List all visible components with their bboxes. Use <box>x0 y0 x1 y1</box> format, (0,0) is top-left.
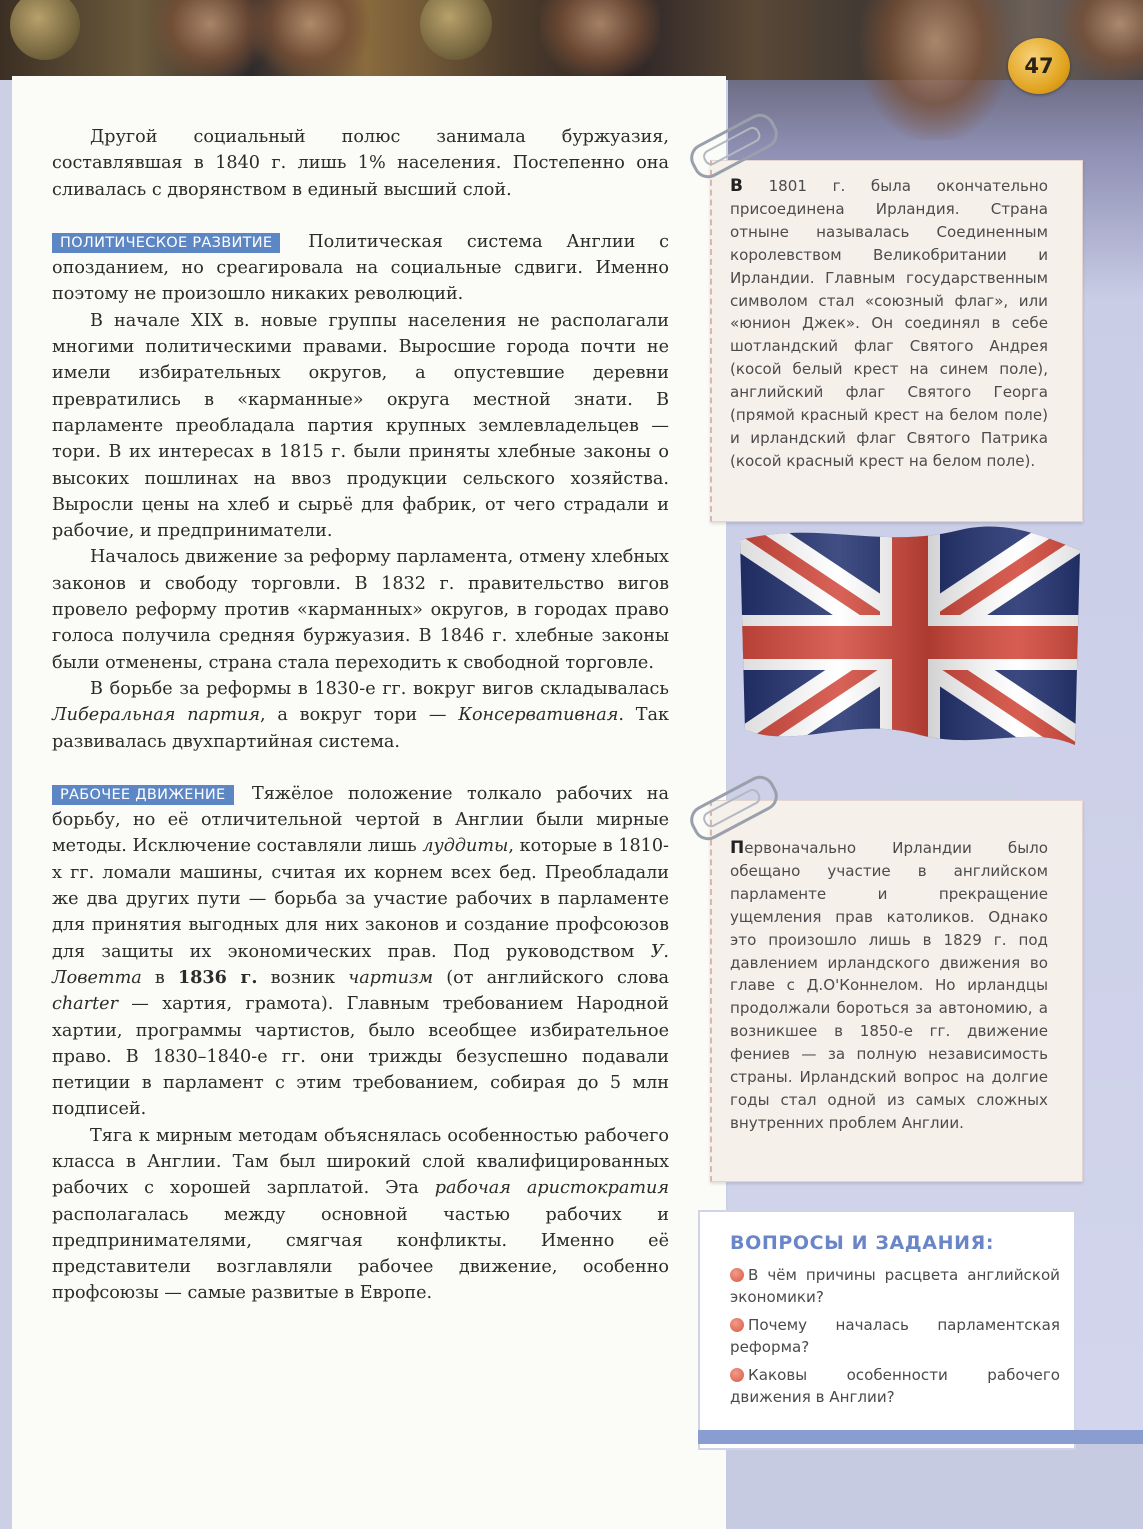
portrait-image <box>1060 0 1143 80</box>
question-item: Почему началась парламентская реформа? <box>730 1316 1060 1356</box>
paragraph: В борьбе за реформы в 1830-е гг. вокруг вигов складывалась Либеральная партия, а вокруг тори — Консервативная. Так развивалась двухпартийная система. <box>52 678 670 752</box>
term-lovett: У. Ловетта <box>52 941 669 988</box>
term-chartism: чартизм <box>348 967 434 988</box>
question-item: В чём причины расцвета английской экономики? <box>730 1266 1060 1306</box>
portrait-image <box>860 0 1010 140</box>
questions-list <box>730 1264 1060 1414</box>
sidebar-card-ireland-union <box>710 160 1083 522</box>
card-text: Первоначально Ирландии было обещано участие в английском парламенте и прекращение ущемления прав католиков. Однако это произошло лишь в 1829 г. под давлением ирландского движения во главе с Д.О'Коннелом. Но ирландцы продолжали бороться за автономию, а возникшее в 1850-е гг. движение фениев — за полную независимость страны. Ирландский вопрос на долгие годы стал одной из самых сложных внутренних проблем Англии. <box>730 838 1048 1132</box>
portrait-image <box>250 0 370 80</box>
section-label-labor: РАБОЧЕЕ ДВИЖЕНИЕ <box>52 785 234 805</box>
paragraph: ПОЛИТИЧЕСКОЕ РАЗВИТИЕ Политическая система Англии с опозданием, но среагировала на социальные сдвиги. Именно поэтому не произошло никаких революций. <box>52 231 669 305</box>
right-bottom-background <box>700 1440 1143 1529</box>
question-bullet-icon <box>730 1368 744 1382</box>
top-portrait-strip <box>0 0 1143 80</box>
card-text: В 1801 г. была окончательно присоединена Ирландия. Страна отныне называлась Соединенным королевством Великобритании и Ирландии. Главным государственным символом стал «союзный флаг», или «юнион Джек». Он соединял в себе шотландский флаг Святого Андрея (косой белый крест на синем поле), английский флаг Святого Георга (прямой красный крест на белом поле) и ирландский флаг Святого Патрика (косой красный крест на белом поле). <box>730 176 1048 470</box>
paragraph: Другой социальный полюс занимала буржуазия, составлявшая в 1840 г. лишь 1% населения. Постепенно она сливалась с дворянством в единый высший слой. <box>52 127 669 200</box>
term-conservative: Консервативная <box>458 705 619 726</box>
coin-image <box>420 0 492 60</box>
term-liberal-party: Либеральная партия <box>52 705 260 726</box>
question-bullet-icon <box>730 1268 744 1282</box>
union-jack-flag-image <box>730 520 1090 760</box>
portrait-image <box>540 0 660 80</box>
term-luddites: луддиты <box>422 836 509 857</box>
union-jack-flag <box>730 520 1090 760</box>
paragraph: Тяга к мирным методам объяснялась особенностью рабочего класса в Англии. Там был широкий слой квалифицированных рабочих с хорошей зарплатой. Эта рабочая аристократия располагалась между основной частью рабочих и предпринимателями, смягчая конфликты. Именно её представители возглавляли рабочее движение, особенно профсоюзы — самые развитые в Европе. <box>52 1125 669 1304</box>
term-labor-aristocracy: рабочая аристократия <box>434 1178 669 1199</box>
paragraph: РАБОЧЕЕ ДВИЖЕНИЕ Тяжёлое положение толкало рабочих на борьбу, но её отличительной чертой в Англии были мирные методы. Исключение составляли лишь луддиты, которые в 1810-х гг. ломали машины, считая их корнем всех бед. Преобладали же два других пути — борьба за участие рабочих в парламенте для принятия выгодных для них законов и создание профсоюзов для защиты их экономических прав. Под руководством У. Ловетта в 1836 г. возник чартизм (от английского слова charter — хартия, грамота). Главным требованием Народной хартии, программы чартистов, было всеобщее избирательное право. В 1830–1840-е гг. они трижды безуспешно подавали петиции в парламент с этим требованием, собирая до 5 млн подписей. <box>52 783 670 1120</box>
question-bullet-icon <box>730 1318 744 1332</box>
paragraph: Началось движение за реформу парламента, отмену хлебных законов и свободу торговли. В 1832 г. правительство вигов провело реформу против «карманных» округов, в городах право голоса получила средняя буржуазия. В 1846 г. хлебные законы были отменены, страна стала переходить к свободной торговле. <box>52 547 669 673</box>
questions-bottom-bar <box>698 1430 1143 1444</box>
paragraph: В начале XIX в. новые группы населения не располагали многими политическими правами. Выросшие города почти не имели избирательных округов, а опустевшие деревни превратились в «карманные» округа местной знати. В парламенте преобладала партия крупных землевладельцев — тори. В их интересах в 1815 г. были приняты хлебные законы о высоких пошлинах на ввоз продукции сельского хозяйства. Выросли цены на хлеб и сырьё для фабрик, от чего страдали и рабочие, и предприниматели. <box>52 310 669 542</box>
term-charter: charter <box>52 994 118 1015</box>
main-text-column <box>52 124 669 1307</box>
page-number: 47 <box>1008 38 1070 94</box>
sidebar-card-irish-question <box>710 800 1083 1182</box>
questions-title: ВОПРОСЫ И ЗАДАНИЯ: <box>730 1232 995 1254</box>
question-item: Каковы особенности рабочего движения в Англии? <box>730 1366 1060 1406</box>
coin-image <box>10 0 80 60</box>
term-year-1836: 1836 г. <box>177 966 258 988</box>
questions-box <box>698 1210 1076 1450</box>
section-label-political: ПОЛИТИЧЕСКОЕ РАЗВИТИЕ <box>52 233 280 253</box>
